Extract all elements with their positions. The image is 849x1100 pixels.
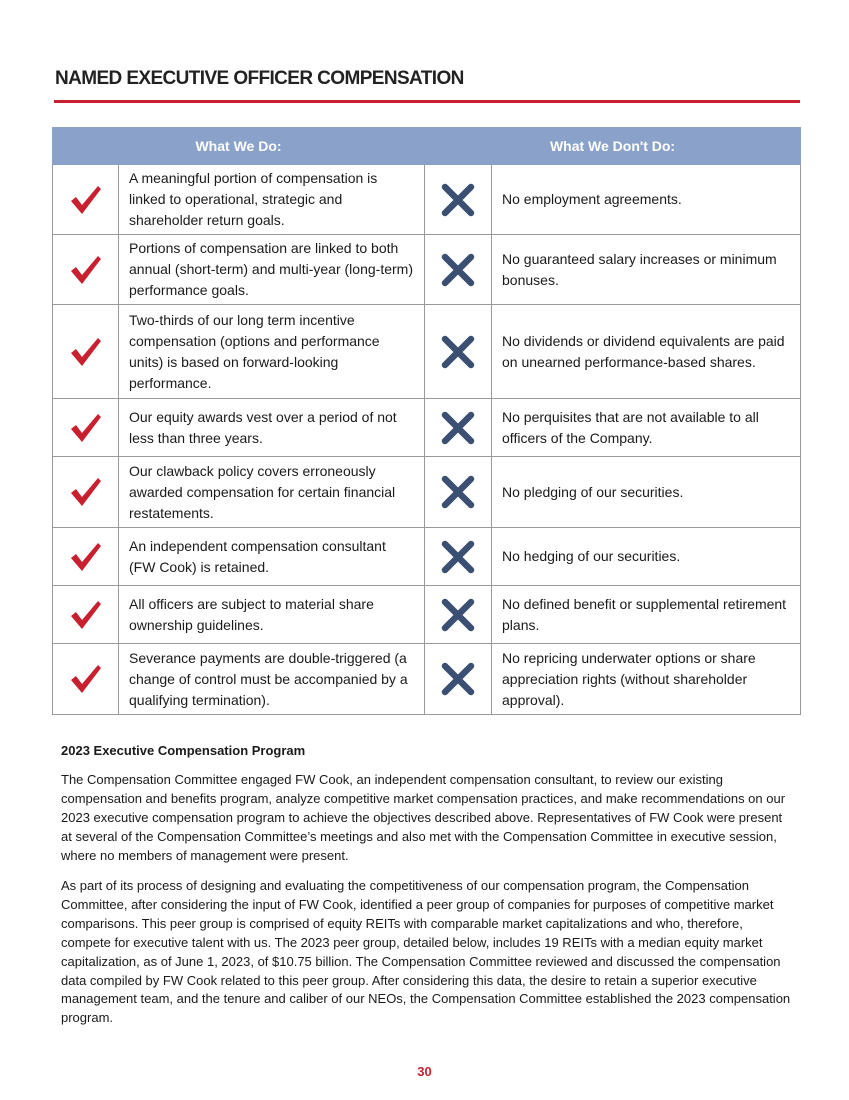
table-body [53, 165, 801, 715]
checkmark-icon [53, 457, 119, 528]
checkmark-icon [53, 399, 119, 457]
page-title: NAMED EXECUTIVE OFFICER COMPENSATION [55, 68, 464, 89]
table-row [53, 586, 801, 644]
table-row [53, 528, 801, 586]
table-header-row [53, 128, 801, 165]
cross-icon [425, 644, 492, 715]
cross-icon [425, 235, 492, 305]
table-row [53, 305, 801, 399]
table-row [53, 644, 801, 715]
dont-item-text: No employment agreements. [492, 165, 801, 235]
dont-item-text: No guaranteed salary increases or minimum bonuses. [492, 235, 801, 305]
checkmark-icon [53, 528, 119, 586]
dont-item-text: No defined benefit or supplemental retirement plans. [492, 586, 801, 644]
do-item-text: Two-thirds of our long term incentive compensation (options and performance units) is based on forward-looking performance. [119, 305, 425, 399]
checkmark-icon [53, 586, 119, 644]
do-dont-table [52, 127, 801, 715]
section-heading: 2023 Executive Compensation Program [61, 743, 306, 758]
checkmark-icon [53, 305, 119, 399]
body-paragraph: The Compensation Committee engaged FW Cook, an independent compensation consultant, to review our existing compensation and benefits program, analyze competitive market compensation practices, and make recommendations on our 2023 executive compensation program to achieve the objectives described above. Representatives of FW Cook were present at several of the Compensation Committee’s meetings and also met with the Compensation Committee in executive session, where no members of management were present. [61, 772, 786, 863]
do-item-text: An independent compensation consultant (FW Cook) is retained. [119, 528, 425, 586]
cross-icon [425, 305, 492, 399]
dont-item-text: No repricing underwater options or share appreciation rights (without shareholder approval). [492, 644, 801, 715]
checkmark-icon [53, 644, 119, 715]
table-row [53, 399, 801, 457]
what-we-do-header: What We Do: [53, 128, 425, 165]
checkmark-icon [53, 235, 119, 305]
dont-item-text: No dividends or dividend equivalents are paid on unearned performance-based shares. [492, 305, 801, 399]
dont-item-text: No perquisites that are not available to all officers of the Company. [492, 399, 801, 457]
checkmark-icon [53, 165, 119, 235]
body-paragraph: As part of its process of designing and evaluating the competitiveness of our compensation program, the Compensation Committee, after considering the input of FW Cook, identified a peer group of companies for purposes of competitive market comparisons. This peer group is comprised of equity REITs with comparable market capitalizations and who, therefore, compete for executive talent with us. The 2023 peer group, detailed below, includes 19 REITs with a median equity market capitalization, as of June 1, 2023, of $10.75 billion. The Compensation Committee reviewed and discussed the compensation data compiled by FW Cook related to this peer group. After considering this data, the desire to retain a superior executive management team, and the tenure and caliber of our NEOs, the Compensation Committee established the 2023 compensation program. [61, 878, 791, 1026]
do-item-text: All officers are subject to material share ownership guidelines. [119, 586, 425, 644]
table-row [53, 165, 801, 235]
table-row [53, 235, 801, 305]
cross-icon [425, 586, 492, 644]
page-number: 30 [417, 1064, 432, 1079]
dont-item-text: No pledging of our securities. [492, 457, 801, 528]
cross-icon [425, 528, 492, 586]
table-row [53, 457, 801, 528]
cross-icon [425, 399, 492, 457]
what-we-dont-do-header: What We Don't Do: [425, 128, 801, 165]
dont-item-text: No hedging of our securities. [492, 528, 801, 586]
do-item-text: Portions of compensation are linked to both annual (short-term) and multi-year (long-term) performance goals. [119, 235, 425, 305]
cross-icon [425, 165, 492, 235]
title-divider [54, 100, 800, 103]
do-item-text: A meaningful portion of compensation is linked to operational, strategic and shareholder return goals. [119, 165, 425, 235]
do-item-text: Our equity awards vest over a period of not less than three years. [119, 399, 425, 457]
cross-icon [425, 457, 492, 528]
do-item-text: Severance payments are double-triggered (a change of control must be accompanied by a qualifying termination). [119, 644, 425, 715]
do-item-text: Our clawback policy covers erroneously awarded compensation for certain financial restatements. [119, 457, 425, 528]
